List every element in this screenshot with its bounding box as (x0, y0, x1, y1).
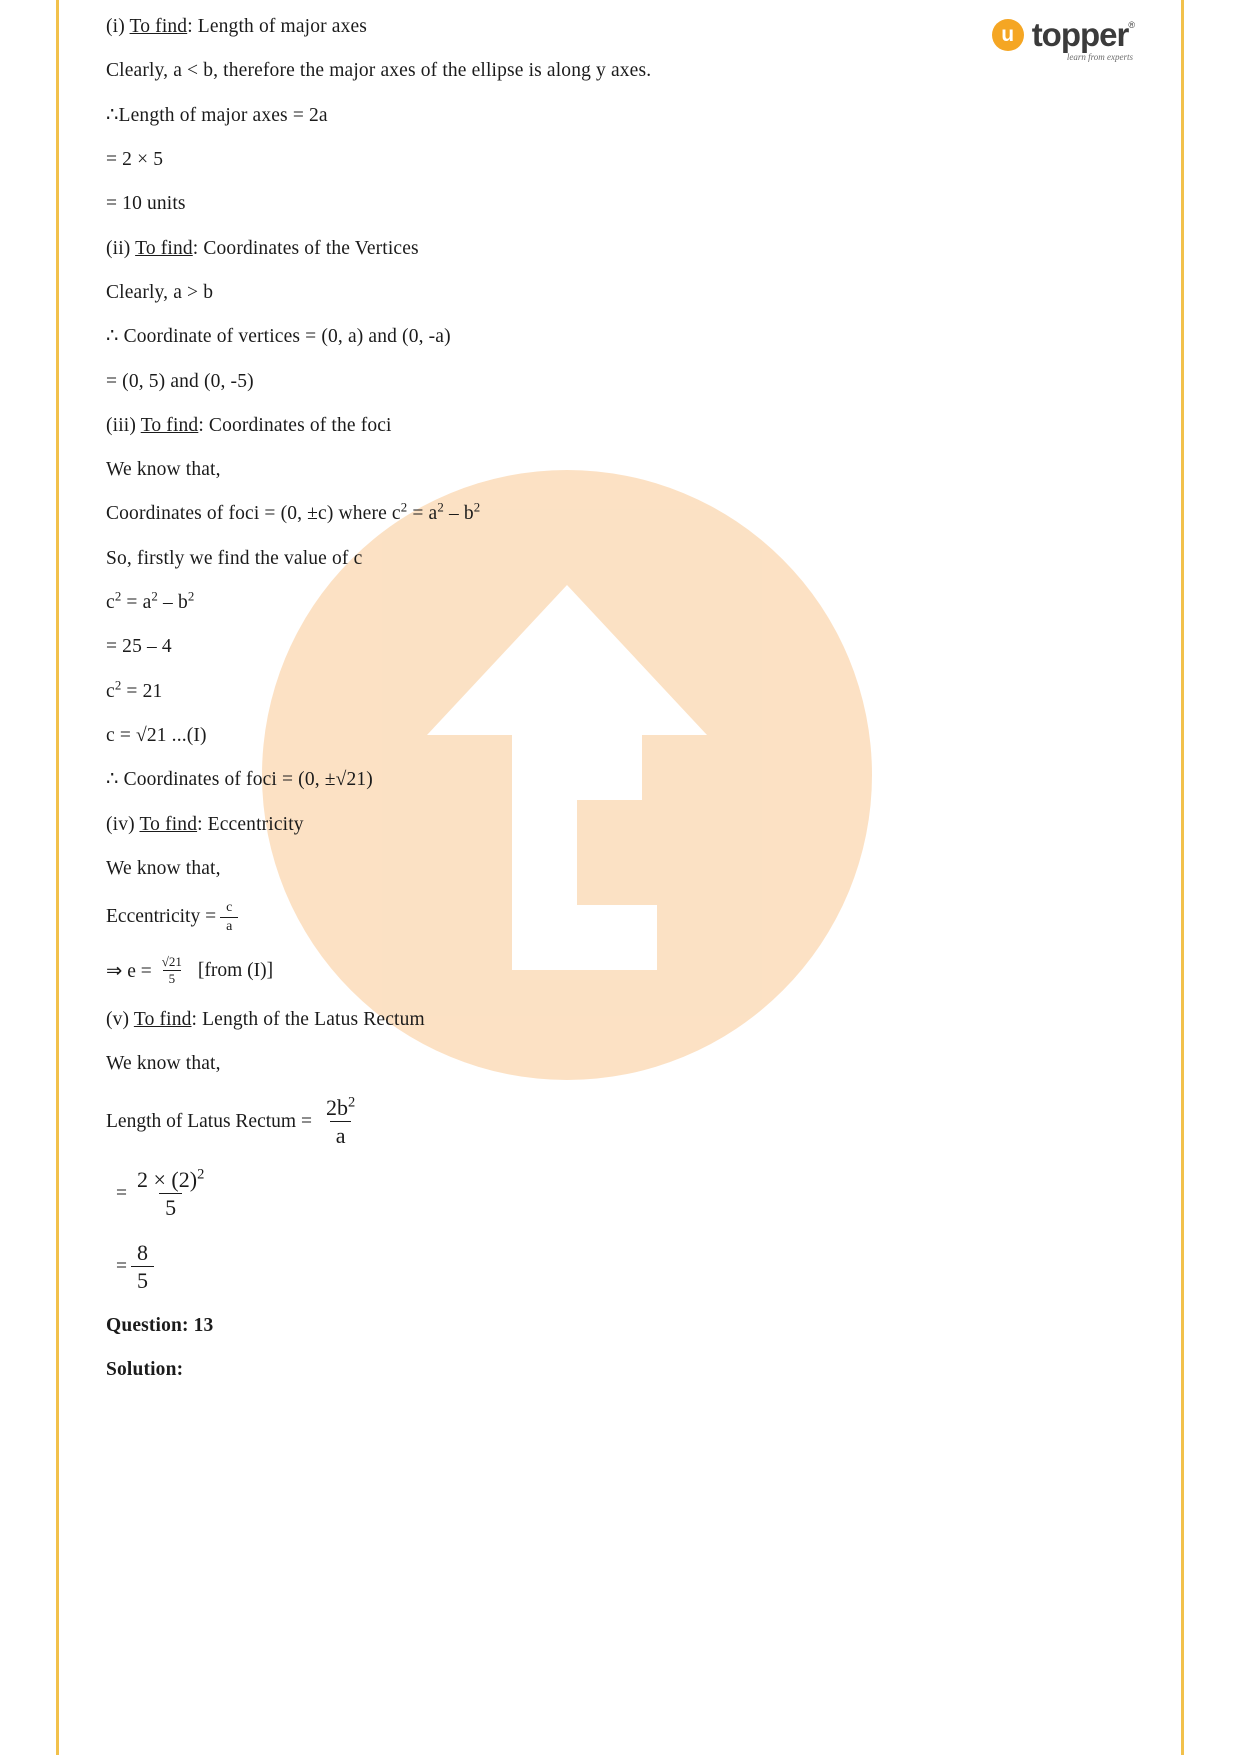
c2-pre: c (106, 592, 115, 614)
eccentricity-value (106, 955, 1006, 987)
c2-mid: = a (121, 592, 152, 614)
right-margin-rule (1181, 0, 1184, 1755)
foci-formula-pre: Coordinates of foci = (0, ±c) where c (106, 503, 401, 525)
part-label-iii: (iii) (106, 414, 136, 436)
latus-rectum-result (116, 1241, 1006, 1293)
c2-end: – b (158, 592, 188, 614)
step-iv-heading (106, 812, 1006, 838)
to-find-label-iii: To find (140, 414, 199, 436)
to-find-label-ii: To find (135, 237, 193, 259)
logo-text: topper (1031, 16, 1129, 53)
logo-wordmark (1031, 16, 1135, 62)
e-value-fraction (156, 955, 188, 987)
latus-rectum-substitution (116, 1168, 1006, 1220)
part-label-i: (i) (106, 16, 125, 37)
we-know-that-3: We know that, (106, 1053, 221, 1075)
solution-heading: Solution: (106, 1359, 184, 1381)
lr-calc-numerator (131, 1168, 210, 1193)
eccentricity-fraction (220, 900, 238, 934)
sup-2-a: 2 (400, 500, 408, 515)
latus-rectum-numerator (320, 1096, 361, 1121)
sup-2-f: 2 (187, 589, 195, 604)
clearly-a-lt-b: Clearly, a < b, therefore the major axes of the ellipse is along y axes. (106, 60, 652, 82)
to-find-rest-iii: : Coordinates of the foci (198, 414, 392, 436)
length-major-axes-result: = 10 units (106, 193, 186, 215)
to-find-label-iv: To find (139, 813, 198, 835)
c-squared-substitution: = 25 – 4 (106, 636, 172, 658)
c2-result-pre: c (106, 680, 115, 702)
lr-result-equals: = (116, 1255, 127, 1277)
sup-2-d: 2 (114, 589, 122, 604)
step-iii-heading (106, 413, 1006, 439)
sup-2-e: 2 (151, 589, 159, 604)
topper-logo (992, 16, 1135, 62)
eccentricity-numerator: c (226, 900, 233, 916)
c-squared-result (106, 679, 1006, 705)
find-value-of-c: So, firstly we find the value of c (106, 547, 363, 569)
lr-calc-denominator: 5 (159, 1193, 182, 1220)
latus-rectum-label: Length of Latus Rectum = (106, 1110, 312, 1132)
lr-num-text: 2b (325, 1094, 348, 1120)
latus-rectum-fraction (320, 1096, 361, 1148)
c-squared-equation (106, 590, 1006, 616)
lr-calc-equals: = (116, 1183, 127, 1205)
latus-rectum-calc-fraction (131, 1168, 210, 1220)
eccentricity-denominator: a (220, 917, 238, 935)
coordinates-foci-result: ∴ Coordinates of foci = (0, ±√21) (106, 769, 373, 791)
length-major-axes-substitution: = 2 × 5 (106, 148, 164, 170)
we-know-that-1: We know that, (106, 459, 221, 481)
lr-calc-num-sup: 2 (197, 1166, 205, 1183)
sup-2-g: 2 (114, 678, 122, 693)
eccentricity-formula (106, 900, 1006, 934)
solution-body (106, 14, 1006, 1402)
step-v-heading (106, 1007, 1006, 1033)
foci-formula (106, 501, 1006, 527)
part-label-v: (v) (106, 1008, 130, 1030)
c2-result-post: = 21 (121, 680, 163, 702)
to-find-label-i: To find (129, 16, 188, 37)
logo-mark-icon: u (992, 19, 1024, 51)
lr-result-numerator: 8 (137, 1239, 148, 1265)
to-find-rest-i: : Length of major axes (187, 16, 368, 37)
latus-rectum-formula (106, 1096, 1006, 1148)
latus-rectum-denominator: a (330, 1121, 352, 1148)
latus-rectum-result-fraction (131, 1241, 154, 1293)
e-denominator: 5 (163, 970, 182, 987)
eccentricity-label: Eccentricity = (106, 906, 217, 928)
e-from-reference: [from (I)] (197, 959, 274, 981)
e-numerator: √21 (161, 953, 182, 969)
left-margin-rule (56, 0, 59, 1755)
step-i-heading (106, 14, 1006, 40)
logo-registered-mark: ® (1128, 20, 1135, 30)
length-major-axes-formula: ∴Length of major axes = 2a (106, 104, 328, 126)
sup-2-b: 2 (437, 500, 444, 515)
question-heading: Question: 13 (106, 1315, 214, 1337)
to-find-rest-iv: : Eccentricity (197, 813, 304, 835)
sup-2-c: 2 (473, 500, 481, 515)
lr-result-denominator: 5 (131, 1266, 154, 1293)
step-ii-heading (106, 236, 1006, 262)
to-find-label-v: To find (133, 1008, 192, 1030)
part-label-iv: (iv) (106, 813, 135, 835)
coordinates-vertices-formula: ∴ Coordinate of vertices = (0, a) and (0, -a) (106, 326, 451, 348)
foci-formula-end: – b (443, 503, 474, 525)
foci-formula-mid: = a (407, 503, 438, 525)
logo-tagline: learn from experts (1066, 52, 1133, 62)
lr-calc-num-text: 2 × (2) (137, 1167, 198, 1193)
we-know-that-2: We know that, (106, 857, 221, 879)
c-value-result: c = √21 ...(I) (106, 725, 207, 746)
to-find-rest-ii: : Coordinates of the Vertices (192, 237, 419, 259)
lr-num-sup: 2 (347, 1094, 356, 1111)
coordinates-vertices-values: = (0, 5) and (0, -5) (106, 370, 254, 392)
part-label-ii: (ii) (106, 237, 131, 259)
clearly-a-gt-b: Clearly, a > b (106, 281, 214, 303)
to-find-rest-v: : Length of the Latus Rectum (191, 1008, 425, 1030)
e-equals-label: ⇒ e = (106, 960, 152, 982)
